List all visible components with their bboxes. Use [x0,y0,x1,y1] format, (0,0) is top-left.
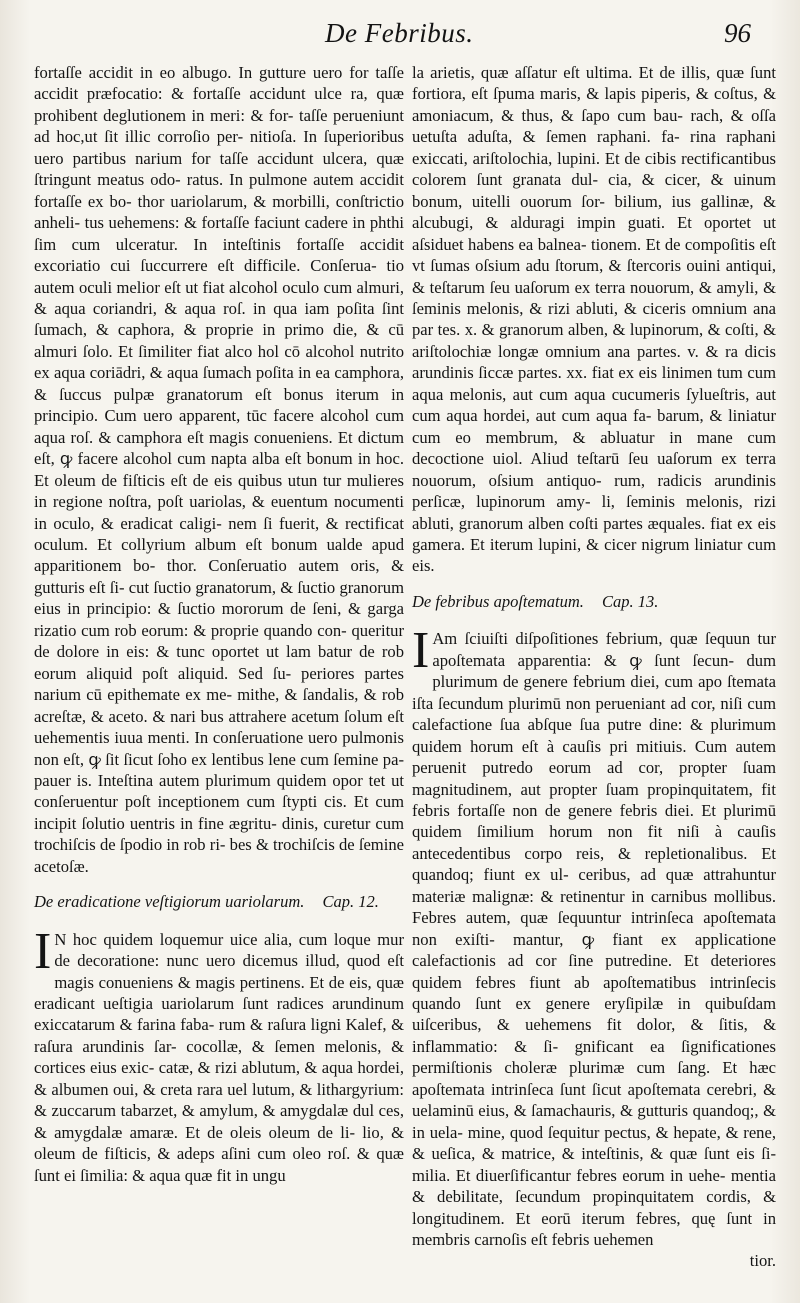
left-column [34,62,404,1186]
right-paragraph-2-text: Am ſciuiſti diſpoſitiones febrium, quæ ſequun tur apoſtemata apparentia: & ꝙ ſunt ſecun- dum plurimum de genere febrium diei, cum apo ſtemata iſta ſecundum plurimū non perueniant ad cor, niſi cum calefactione ſua abſque ſua putre dine: & plurimum quidem horum eſt à cauſis pri mitiuis. Cum autem peruenit putredo eorum ad cor, propter ſuam magnitudinem, aut propter ſuam propinquitatem, fit febris fortaſſe non de genere febris diei. Et plurimū quidem ſimilium horum non fit niſi à cauſis antecedentibus corpo reis, & repletionalibus. Et quandoq; fiunt ex ul- ceribus, ad quæ attrahuntur materiæ malignæ: & retinentur in carnibus mollibus. Febres autem, quæ ſequuntur intrinſeca apoſtemata non exiſti- mantur, ꝙ fiant ex applicatione calefactionis ad cor ſine putredine. Et deteriores quidem febres fiunt ab apoſtematibus intrinſecis quando ſunt ex genere eryſipilæ in quibuſdam uiſceribus, & uehemens fit dolor, & ſitis, & inflammatio: & ſi- gnificant ea ſignificationes permiſtionis choleræ plurimæ cum ſang. Et hæc apoſtemata intrinſeca ſunt ſicut apoſtemata cerebri, & uelaminū eius, & ſamachauris, & gutturis quandoq;, & in uela- mine, quod ſequitur pectus, & hepate, & rene, & ueſica, & matrice, & inteſtinis, & quæ ſunt eis ſi- milia. Et diuerſificantur febres eorum in uehe- mentia & debilitate, ſecundum propinquitatem cordis, & longitudinem. Et eorū iterum febres, quę ſunt in membris carnoſis eſt febris uehemen [412,629,776,1250]
chapter-12-number: Cap. 12. [322,892,379,912]
drop-cap-right: I [412,622,430,680]
drop-cap-left: I [34,922,52,980]
right-paragraph-1: la arietis, quæ aſſatur eſt ultima. Et de illis, quæ ſunt fortiora, eſt ſpuma maris, & lapis piperis, & coſtus, & amoniacum, & thus, & ſapo cum bau- rach, & oſſa uetuſta aduſta, & ſemen raphani. fa- rina raphani exiccati, ariſtolochia, lupini. Et de cibis rectificantibus colorem ſunt granata dul- cia, & cicer, & uinum bonum, uitelli ouorum ſor- bilium, ius gallinæ, & alcubugi, & alduragi impin guati. Et oportet ut aſsiduet habens ea balnea- tionem. Et de compoſitis eſt vt ſumas oſsium adu ſtorum, & ſtercoris ouini antiqui, & teſtarum ſeu uaſorum ex terra nouorum, & amyli, & ſeminis melonis, & rizi abluti, & ciceris omnium ana par tes. x. & granorum alben, & lupinorum, & coſti, & ariſtolochiæ longæ omnium ana partes. v. & ra dicis arundinis ſiccæ partes. xx. fiat ex eis linimen tum cum aqua melonis, aut cum aqua cucumeris ſylueſtris, aut cum aqua hordei, aut cum aqua fa- barum, & liniatur cum eo membrum, & abluatur in mane cum decoctione uiol. Aliud teſtarū ſeu uaſorum ex terra nouorum, oſsium antiquo- rum, radicis arundinis perſicæ, lupinorum amy- li, ſeminis melonis, rizi abluti, granorum alben coſti partes æquales. fiat ex eis gamera. Et iterum lupini, & cicer nigrum liniatur cum eis. [412,63,776,576]
chapter-13-heading [412,591,776,612]
right-last-line: tior. [749,1251,776,1271]
right-paragraph-2 [412,622,776,1250]
right-column [412,62,776,1272]
running-header [0,14,800,54]
page-number: 96 [724,18,751,48]
chapter-13-number: Cap. 13. [601,591,659,611]
left-paragraph-1: fortaſſe accidit in eo albugo. In gutture uero for taſſe accidit præfocatio: & fortaſſe accidunt ulce ra, quæ prohibent deglutionem in meri: & for- taſſe perueniunt ad hoc,ut ſit illic corroſio per- nitioſa. In ſuperioribus uero partibus narium for taſſe accidunt ulcera, quæ ſtringunt meatus odo- ratus. In pulmone autem accidit fortaſſe ex bo- thor uariolarum, & morbilli, conſtrictio anheli- tus uehemens: & fortaſſe faciunt cadere in phthi ſim cum ulceratur. In inteſtinis fortaſſe accidit excoriatio cui ſuccurrere eſt difficile. Conſerua- tio autem oculi melior eſt ut fiat alcohol oculo cum almuri, & aqua coriandri, & aqua roſ. in qua iam poſita ſint ſumach, & caphora, & proprie in primo die, & cū almuri ſolo. Et ſimiliter fiat alco hol cō alcohol nutrito ex aqua coriādri, & aqua ſumach poſita in ea camphora, & ſuccus pulpæ granatorum eſt bonus iterum in principio. Cum uero apparent, tūc facere alcohol cum aqua roſ. & camphora eſt magis conueniens. Et dictum eſt, ꝙ facere alcohol cum napta alba eſt bonum in hoc. Et oleum de fiſticis eſt de eis quibus utun tur mulieres in regione noſtra, poſt uariolas, & euentum nocumenti in oculo, & eradicat caligi- nem ſi fuerit, & rectificat oculum. Et collyrium album eſt bonum ualde apud apparitionem bo- thor. Conſeruatio autem oris, & gutturis eſt ſi- cut ſuctio granatorum, & ſuctio granorum eius in principio: & ſuctio mororum de ſeni, & garga rizatio cum rob eorum: & proprie quando con- queritur de dolore in eis: & tunc oportet ut lam batur de rob eorum aliquid poſt aliquid. Sed ſu- periores partes narium cū epithemate ex me- mithe, & ſandalis, & rob acreſtæ, & aceto. & nari bus attrahere acetum ſolum eſt uehementis iuua menti. In conſeruatione uero pulmonis non eſt, ꝙ ſit ſicut ſoho ex lentibus lene cum ſemine pa- pauer is. Inteſtina autem plurimum quidem opor tet ut conſeruentur poſt inceptionem cum ſtypti cis. Et cum incipit ſolutio uentris in fine ægritu- dinis, curetur cum trochiſcis de ſpodio in rob ri- bes & trochiſcis de ſemine acetoſæ. [34,63,404,876]
chapter-13-title: De febribus apoſtematum. [412,591,584,611]
left-paragraph-2-text: N hoc quidem loquemur uice alia, cum loque mur de decoratione: nunc uero dicemus illud, quod eſt magis conueniens & magis pertinens. Et de eis, quæ eradicant ueſtigia uariolarum ſunt radices arundinum exiccatarum & farina faba- rum & raſura ligni Kalef, & raſura arundinis ſar- cocollæ, & ſemen melonis, & cortices eius exic- catæ, & rizi ablutum, & aqua hordei, & albumen oui, & creta rara uel lutum, & lithargyrium: & zuccarum tabarzet, & amylum, & amygdalæ dul ces, & amygdalæ amaræ. Et de oleis oleum de li- lio, & oleum de fiſticis, & adeps aſini cum oleo roſ. & quæ ſunt ei ſimilia: & aqua quæ fit in ungu [34,929,404,1185]
left-paragraph-2 [34,922,404,1186]
chapter-12-title: De eradicatione veſtigiorum uariolarum. [34,892,305,912]
chapter-12-heading [34,891,404,912]
running-title: De Febribus. [325,18,474,48]
